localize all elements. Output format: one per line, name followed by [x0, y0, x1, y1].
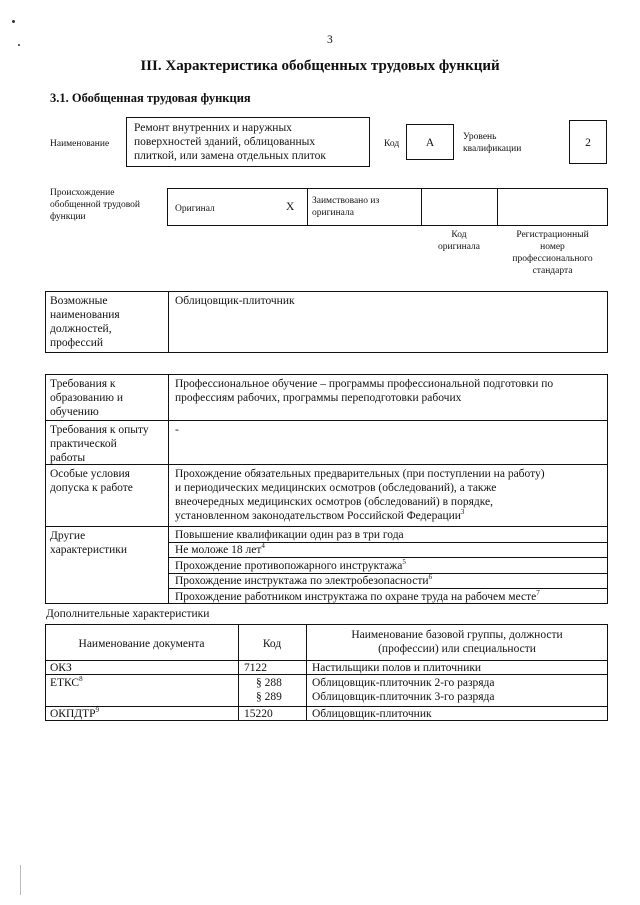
special-value-line: и периодических медицинских осмотров (обследований), а также [175, 482, 497, 494]
origin-label-line: функции [50, 212, 86, 222]
header-name-line: Наименование базовой группы, должности [351, 629, 563, 641]
footnote-marker: 6 [428, 573, 432, 582]
table-row-name: Настильщики полов и плиточники [312, 662, 482, 674]
table-row-name-line: Облицовщик-плиточник 3-го разряда [312, 691, 495, 703]
positions-label-line: Возможные [50, 295, 108, 307]
other-item: Прохождение противопожарного инструктажа$^5$ [175, 558, 406, 572]
other-label-line: характеристики [50, 544, 128, 556]
table-row-name [312, 676, 494, 704]
other-item: Прохождение инструктажа по электробезопасности$^6$ [175, 573, 432, 587]
code-original-label-line: Код [451, 230, 467, 240]
origin-divider [421, 188, 422, 226]
positions-label-line: профессий [50, 337, 104, 349]
positions-label-line: наименования [50, 309, 120, 321]
requirements-row-line [45, 420, 608, 421]
reg-number-label-line: профессионального [512, 254, 593, 264]
table-row-name: Облицовщик-плиточник [312, 708, 432, 720]
education-label-line: Требования к [50, 378, 116, 390]
code-original-label-line: оригинала [438, 242, 480, 252]
positions-table [45, 291, 608, 353]
experience-label-line: работы [50, 452, 86, 464]
scan-artifact [20, 865, 21, 895]
table-row-code-line: § 289 [256, 691, 282, 703]
other-item-line [168, 588, 608, 589]
scan-speck [18, 44, 20, 46]
table-row-doc: ОКЗ [50, 662, 72, 674]
other-item-line [168, 557, 608, 558]
footnote-marker: 8 [79, 675, 83, 684]
subsection-title: 3.1. Обобщенная трудовая функция [50, 91, 251, 105]
education-value [175, 377, 553, 405]
requirements-divider [168, 374, 169, 604]
education-value-line: Профессиональное обучение – программы профессиональной подготовки по [175, 378, 554, 390]
other-item: Прохождение работником инструктажа по охране труда на рабочем месте$^7$ [175, 589, 540, 603]
other-label-line: Другие [50, 530, 86, 542]
code-original-label [421, 229, 497, 253]
level-label [463, 131, 521, 155]
special-value-line: внеочередных медицинских осмотров (обследований) в порядке, [175, 496, 494, 508]
other-label [50, 529, 127, 557]
education-value-line: профессиям рабочих, программы переподготовки рабочих [175, 392, 462, 404]
header-doc: Наименование документа [78, 638, 205, 650]
original-label: Оригинал [175, 204, 215, 214]
origin-label-line: Происхождение [50, 188, 115, 198]
level-value: 2 [585, 137, 591, 149]
borrowed-label [312, 195, 379, 219]
level-label-line: квалификации [463, 144, 522, 154]
special-label-line: допуска к работе [50, 482, 133, 494]
table-row-code: 7122 [244, 662, 267, 674]
special-label [50, 467, 133, 495]
reg-number-label-line: стандарта [532, 266, 573, 276]
positions-label-line: должностей, [50, 323, 112, 335]
page-number: 3 [327, 34, 333, 46]
origin-table [167, 188, 608, 226]
level-label-line: Уровень [463, 132, 497, 142]
original-mark: X [286, 201, 295, 213]
table-row-doc: ОКПДТР$^9$ [50, 706, 100, 720]
origin-divider [307, 188, 308, 226]
code-value: А [425, 137, 435, 149]
table-row-code [256, 676, 282, 704]
positions-divider [168, 291, 169, 353]
education-label [50, 377, 123, 419]
origin-label [50, 187, 140, 223]
name-value-line: поверхностей зданий, облицованных [134, 136, 316, 148]
special-value [175, 467, 545, 523]
footnote-marker: 9 [95, 706, 100, 715]
positions-value: Облицовщик-плиточник [175, 295, 295, 307]
footnote-marker: 3 [460, 508, 465, 517]
header-code: Код [262, 638, 282, 650]
table-row-doc: ЕТКС$^8$ [50, 675, 83, 689]
footnote-marker: 5 [402, 558, 406, 567]
origin-label-line: обобщенной трудовой [50, 200, 140, 210]
other-item: Не моложе 18 лет$^4$ [175, 542, 265, 556]
experience-label-line: Требования к опыту [50, 424, 149, 436]
name-value-line: плиткой, или замена отдельных плиток [134, 150, 326, 162]
education-label-line: обучению [50, 406, 99, 418]
special-value-line: Прохождение обязательных предварительных (при поступлении на работу) [175, 468, 545, 480]
special-label-line: Особые условия [50, 468, 130, 480]
scan-speck [12, 20, 15, 23]
requirements-row-line [45, 526, 608, 527]
borrowed-label-line: Заимствовано из [312, 196, 380, 206]
experience-value: - [175, 424, 179, 436]
header-name [306, 628, 608, 656]
reg-number-label-line: номер [540, 242, 565, 252]
table-row-code-line: § 288 [256, 677, 282, 689]
experience-label-line: практической [50, 438, 117, 450]
code-label: Код [384, 139, 400, 149]
additional-title: Дополнительные характеристики [46, 608, 210, 620]
section-title: III. Характеристика обобщенных трудовых функций [140, 58, 500, 74]
footnote-marker: 4 [261, 542, 265, 551]
table-row-name-line: Облицовщик-плиточник 2-го разряда [312, 677, 495, 689]
table-row-code: 15220 [244, 708, 273, 720]
borrowed-label-line: оригинала [312, 208, 354, 218]
positions-label [50, 294, 120, 350]
header-name-line: (профессии) или специальности [378, 643, 536, 655]
education-label-line: образованию и [50, 392, 123, 404]
origin-divider [497, 188, 498, 226]
name-value [134, 121, 326, 163]
name-label: Наименование [50, 139, 110, 149]
name-value-line: Ремонт внутренних и наружных [134, 122, 292, 134]
special-value-line: установленном законодательством Российской Федерации$^3$ [175, 508, 465, 522]
reg-number-label-line: Регистрационный [516, 230, 589, 240]
experience-label [50, 423, 149, 465]
reg-number-label [497, 229, 608, 277]
footnote-marker: 7 [536, 589, 540, 598]
other-item: Повышение квалификации один раз в три года [175, 529, 404, 541]
